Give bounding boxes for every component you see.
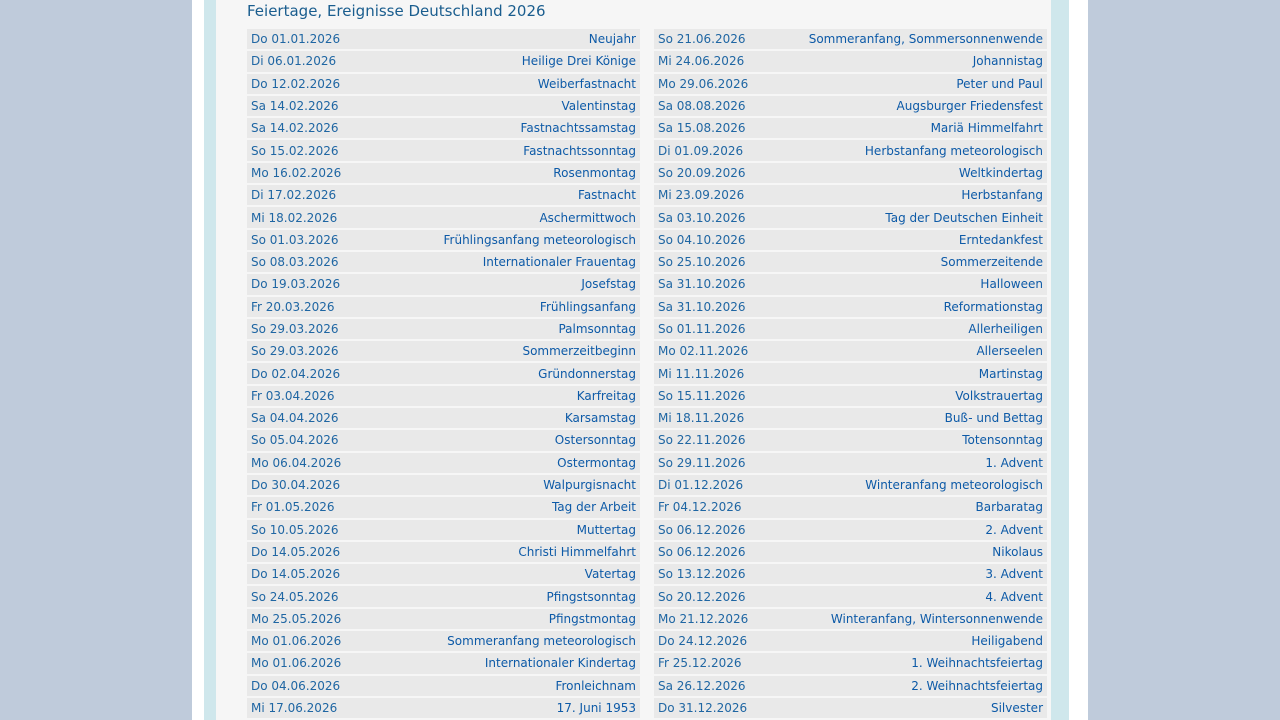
event-row[interactable] [247, 74, 640, 94]
event-row[interactable] [654, 475, 1047, 495]
event-row[interactable] [654, 29, 1047, 49]
event-row[interactable] [654, 609, 1047, 629]
event-date: So 04.10.2026 [658, 232, 746, 247]
event-name-link[interactable]: Herbstanfang [961, 188, 1043, 203]
event-name-link[interactable]: Walpurgisnacht [543, 478, 636, 493]
event-date: Sa 26.12.2026 [658, 678, 746, 693]
event-row[interactable] [247, 252, 640, 272]
event-date: So 05.04.2026 [251, 433, 339, 448]
event-date: Sa 15.08.2026 [658, 121, 746, 136]
event-name-link[interactable]: 1. Weihnachtsfeiertag [911, 656, 1043, 671]
event-row[interactable] [654, 676, 1047, 696]
event-name-link[interactable]: Winteranfang, Wintersonnenwende [830, 611, 1043, 626]
event-name-link[interactable]: Frühlingsanfang meteorologisch [443, 232, 636, 247]
event-row[interactable] [654, 586, 1047, 606]
event-name-link[interactable]: Neujahr [588, 32, 636, 47]
event-row[interactable] [247, 497, 640, 517]
event-name-link[interactable]: Peter und Paul [956, 76, 1043, 91]
event-row[interactable] [247, 163, 640, 183]
event-name-link[interactable]: Aschermittwoch [539, 210, 636, 225]
event-date: Sa 31.10.2026 [658, 277, 746, 292]
event-name-link[interactable]: Martinstag [978, 366, 1043, 381]
event-date: Fr 04.12.2026 [658, 500, 742, 515]
event-date: Fr 03.04.2026 [251, 388, 335, 403]
event-name-link[interactable]: 4. Advent [985, 589, 1043, 604]
event-row[interactable] [654, 51, 1047, 71]
event-date: Mo 29.06.2026 [658, 76, 749, 91]
event-name-link[interactable]: Tag der Deutschen Einheit [885, 210, 1043, 225]
event-row[interactable] [247, 453, 640, 473]
event-name-link[interactable]: Rosenmontag [553, 165, 636, 180]
event-row[interactable] [247, 297, 640, 317]
event-name-link[interactable]: Fastnachtssonntag [523, 143, 636, 158]
event-date: So 15.02.2026 [251, 143, 339, 158]
event-date: Mi 18.02.2026 [251, 210, 338, 225]
event-row[interactable] [654, 230, 1047, 250]
event-row[interactable] [247, 430, 640, 450]
event-row[interactable] [654, 74, 1047, 94]
event-date: Mo 01.06.2026 [251, 634, 342, 649]
event-name-link[interactable]: Internationaler Frauentag [482, 255, 636, 270]
event-row[interactable] [654, 497, 1047, 517]
event-date: So 01.03.2026 [251, 232, 339, 247]
event-name-link[interactable]: Tag der Arbeit [551, 500, 636, 515]
event-row[interactable] [654, 408, 1047, 428]
event-date: Mi 18.11.2026 [658, 411, 745, 426]
event-row[interactable] [247, 408, 640, 428]
event-row[interactable] [654, 386, 1047, 406]
event-row[interactable] [654, 274, 1047, 294]
event-name-link[interactable]: Totensonntag [962, 433, 1043, 448]
event-name-link[interactable]: Sommerzeitende [940, 255, 1043, 270]
event-name-link[interactable]: Christi Himmelfahrt [518, 544, 636, 559]
event-date: Mi 23.09.2026 [658, 188, 745, 203]
event-name-link[interactable]: Internationaler Kindertag [484, 656, 636, 671]
event-name-link[interactable]: Fronleichnam [555, 678, 636, 693]
event-name-link[interactable]: Barbaratag [975, 500, 1043, 515]
event-name-link[interactable]: Volkstrauertag [955, 388, 1043, 403]
event-date: Do 31.12.2026 [658, 701, 748, 716]
event-name-link[interactable]: Sommerzeitbeginn [522, 344, 636, 359]
event-date: Do 01.01.2026 [251, 32, 341, 47]
event-date: Mo 21.12.2026 [658, 611, 749, 626]
event-date: Fr 25.12.2026 [658, 656, 742, 671]
event-date: So 22.11.2026 [658, 433, 746, 448]
event-row[interactable] [247, 29, 640, 49]
event-date: So 20.12.2026 [658, 589, 746, 604]
event-row[interactable] [654, 363, 1047, 383]
event-name-link[interactable]: Ostersonntag [554, 433, 636, 448]
event-date: Do 24.12.2026 [658, 634, 748, 649]
event-date: So 29.03.2026 [251, 344, 339, 359]
event-row[interactable] [654, 185, 1047, 205]
event-row[interactable] [247, 542, 640, 562]
event-name-link[interactable]: Buß- und Bettag [944, 411, 1043, 426]
event-name-link[interactable]: Fastnacht [578, 188, 636, 203]
event-row[interactable] [247, 230, 640, 250]
event-date: So 13.12.2026 [658, 567, 746, 582]
event-row[interactable] [654, 319, 1047, 339]
event-row[interactable] [654, 542, 1047, 562]
event-row[interactable] [247, 96, 640, 116]
event-name-link[interactable]: Gründonnerstag [538, 366, 636, 381]
event-row[interactable] [247, 698, 640, 718]
event-date: Do 30.04.2026 [251, 478, 341, 493]
event-name-link[interactable]: Josefstag [581, 277, 636, 292]
event-date: Do 19.03.2026 [251, 277, 341, 292]
event-row[interactable] [654, 297, 1047, 317]
event-date: So 29.03.2026 [251, 322, 339, 336]
event-row[interactable] [654, 96, 1047, 116]
event-date: Do 14.05.2026 [251, 544, 341, 559]
event-date: Do 02.04.2026 [251, 366, 341, 381]
event-date: Do 12.02.2026 [251, 76, 341, 91]
event-date: So 08.03.2026 [251, 255, 339, 270]
event-name-link[interactable]: Pfingstsonntag [546, 589, 636, 604]
event-row[interactable] [654, 252, 1047, 272]
event-row[interactable] [247, 609, 640, 629]
event-date: So 21.06.2026 [658, 32, 746, 47]
event-date: Mi 11.11.2026 [658, 366, 745, 381]
event-name-link[interactable]: 1. Advent [985, 455, 1043, 470]
page-container [192, 0, 1088, 720]
event-row[interactable] [654, 698, 1047, 718]
event-name-link[interactable]: Sommeranfang, Sommersonnenwende [808, 32, 1043, 47]
event-name-link[interactable]: Heilige Drei Könige [521, 54, 636, 69]
event-name-link[interactable]: 17. Juni 1953 [556, 701, 636, 716]
event-date: Mo 16.02.2026 [251, 165, 342, 180]
events-column-left [247, 29, 640, 720]
event-date: Mi 24.06.2026 [658, 54, 745, 69]
event-date: So 25.10.2026 [658, 255, 746, 270]
event-row[interactable] [247, 207, 640, 227]
event-date: Sa 14.02.2026 [251, 99, 339, 114]
event-name-link[interactable]: Palmsonntag [558, 322, 636, 336]
event-row[interactable] [247, 631, 640, 651]
event-date: Di 06.01.2026 [251, 54, 337, 69]
event-name-link[interactable]: Herbstanfang meteorologisch [864, 143, 1043, 158]
event-name-link[interactable]: Johannistag [972, 54, 1043, 69]
event-row[interactable] [654, 653, 1047, 673]
event-row[interactable] [654, 564, 1047, 584]
event-row[interactable] [654, 118, 1047, 138]
event-name-link[interactable]: Silvester [990, 701, 1043, 716]
event-date: Sa 31.10.2026 [658, 299, 746, 314]
event-date: So 10.05.2026 [251, 522, 339, 537]
event-date: Sa 14.02.2026 [251, 121, 339, 136]
event-name-link[interactable]: 2. Advent [985, 522, 1043, 537]
event-date: So 01.11.2026 [658, 322, 746, 336]
event-row[interactable] [654, 520, 1047, 540]
event-date: Mo 25.05.2026 [251, 611, 342, 626]
event-date: So 06.12.2026 [658, 522, 746, 537]
event-name-link[interactable]: Winteranfang meteorologisch [865, 478, 1043, 493]
event-name-link[interactable]: Vatertag [584, 567, 636, 582]
event-row[interactable] [247, 386, 640, 406]
event-row[interactable] [247, 475, 640, 495]
event-name-link[interactable]: Allerheiligen [968, 322, 1043, 336]
event-row[interactable] [654, 631, 1047, 651]
event-date: Mo 06.04.2026 [251, 455, 342, 470]
event-date: Do 14.05.2026 [251, 567, 341, 582]
event-date: So 15.11.2026 [658, 388, 746, 403]
events-column-right [654, 29, 1047, 720]
event-date: Di 17.02.2026 [251, 188, 337, 203]
event-row[interactable] [247, 676, 640, 696]
event-date: Sa 04.04.2026 [251, 411, 339, 426]
event-name-link[interactable]: Weiberfastnacht [537, 76, 636, 91]
event-name-link[interactable]: 3. Advent [985, 567, 1043, 582]
event-name-link[interactable]: Allerseelen [976, 344, 1043, 359]
event-name-link[interactable]: Frühlingsanfang [539, 299, 636, 314]
page-title: Feiertage, Ereignisse Deutschland 2026 [247, 2, 546, 20]
event-name-link[interactable]: Muttertag [576, 522, 636, 537]
event-name-link[interactable]: Sommeranfang meteorologisch [447, 634, 636, 649]
content-panel [216, 0, 1051, 720]
event-name-link[interactable]: Heiligabend [971, 634, 1043, 649]
event-name-link[interactable]: Erntedankfest [958, 232, 1043, 247]
event-name-link[interactable]: Halloween [980, 277, 1043, 292]
event-name-link[interactable]: 2. Weihnachtsfeiertag [911, 678, 1043, 693]
event-date: So 20.09.2026 [658, 165, 746, 180]
event-date: So 24.05.2026 [251, 589, 339, 604]
event-row[interactable] [247, 564, 640, 584]
event-date: Mo 02.11.2026 [658, 344, 749, 359]
event-name-link[interactable]: Valentinstag [561, 99, 636, 114]
event-row[interactable] [654, 341, 1047, 361]
event-name-link[interactable]: Ostermontag [557, 455, 636, 470]
event-name-link[interactable]: Karsamstag [564, 411, 636, 426]
event-row[interactable] [247, 140, 640, 160]
event-row[interactable] [247, 586, 640, 606]
content-band [204, 0, 1069, 720]
event-row[interactable] [654, 163, 1047, 183]
event-row[interactable] [247, 341, 640, 361]
event-row[interactable] [654, 430, 1047, 450]
event-row[interactable] [654, 453, 1047, 473]
event-date: So 06.12.2026 [658, 544, 746, 559]
event-date: Mo 01.06.2026 [251, 656, 342, 671]
event-name-link[interactable]: Weltkindertag [958, 165, 1043, 180]
event-name-link[interactable]: Karfreitag [576, 388, 636, 403]
event-row[interactable] [247, 653, 640, 673]
event-date: Sa 08.08.2026 [658, 99, 746, 114]
event-row[interactable] [247, 520, 640, 540]
event-row[interactable] [247, 185, 640, 205]
event-name-link[interactable]: Mariä Himmelfahrt [930, 121, 1043, 136]
event-name-link[interactable]: Fastnachtssamstag [520, 121, 636, 136]
event-date: Mi 17.06.2026 [251, 701, 338, 716]
event-date: Do 04.06.2026 [251, 678, 341, 693]
event-date: Di 01.12.2026 [658, 478, 744, 493]
event-date: Fr 01.05.2026 [251, 500, 335, 515]
event-row[interactable] [247, 118, 640, 138]
event-row[interactable] [654, 140, 1047, 160]
event-date: Sa 03.10.2026 [658, 210, 746, 225]
event-name-link[interactable]: Augsburger Friedensfest [896, 99, 1043, 114]
event-name-link[interactable]: Reformationstag [943, 299, 1043, 314]
event-row[interactable] [247, 363, 640, 383]
event-date: Fr 20.03.2026 [251, 299, 335, 314]
event-date: Di 01.09.2026 [658, 143, 744, 158]
event-row[interactable] [247, 51, 640, 71]
event-date: So 29.11.2026 [658, 455, 746, 470]
event-name-link[interactable]: Pfingstmontag [548, 611, 636, 626]
event-row[interactable] [247, 274, 640, 294]
event-row[interactable] [247, 319, 640, 339]
event-name-link[interactable]: Nikolaus [992, 544, 1043, 559]
event-row[interactable] [654, 207, 1047, 227]
